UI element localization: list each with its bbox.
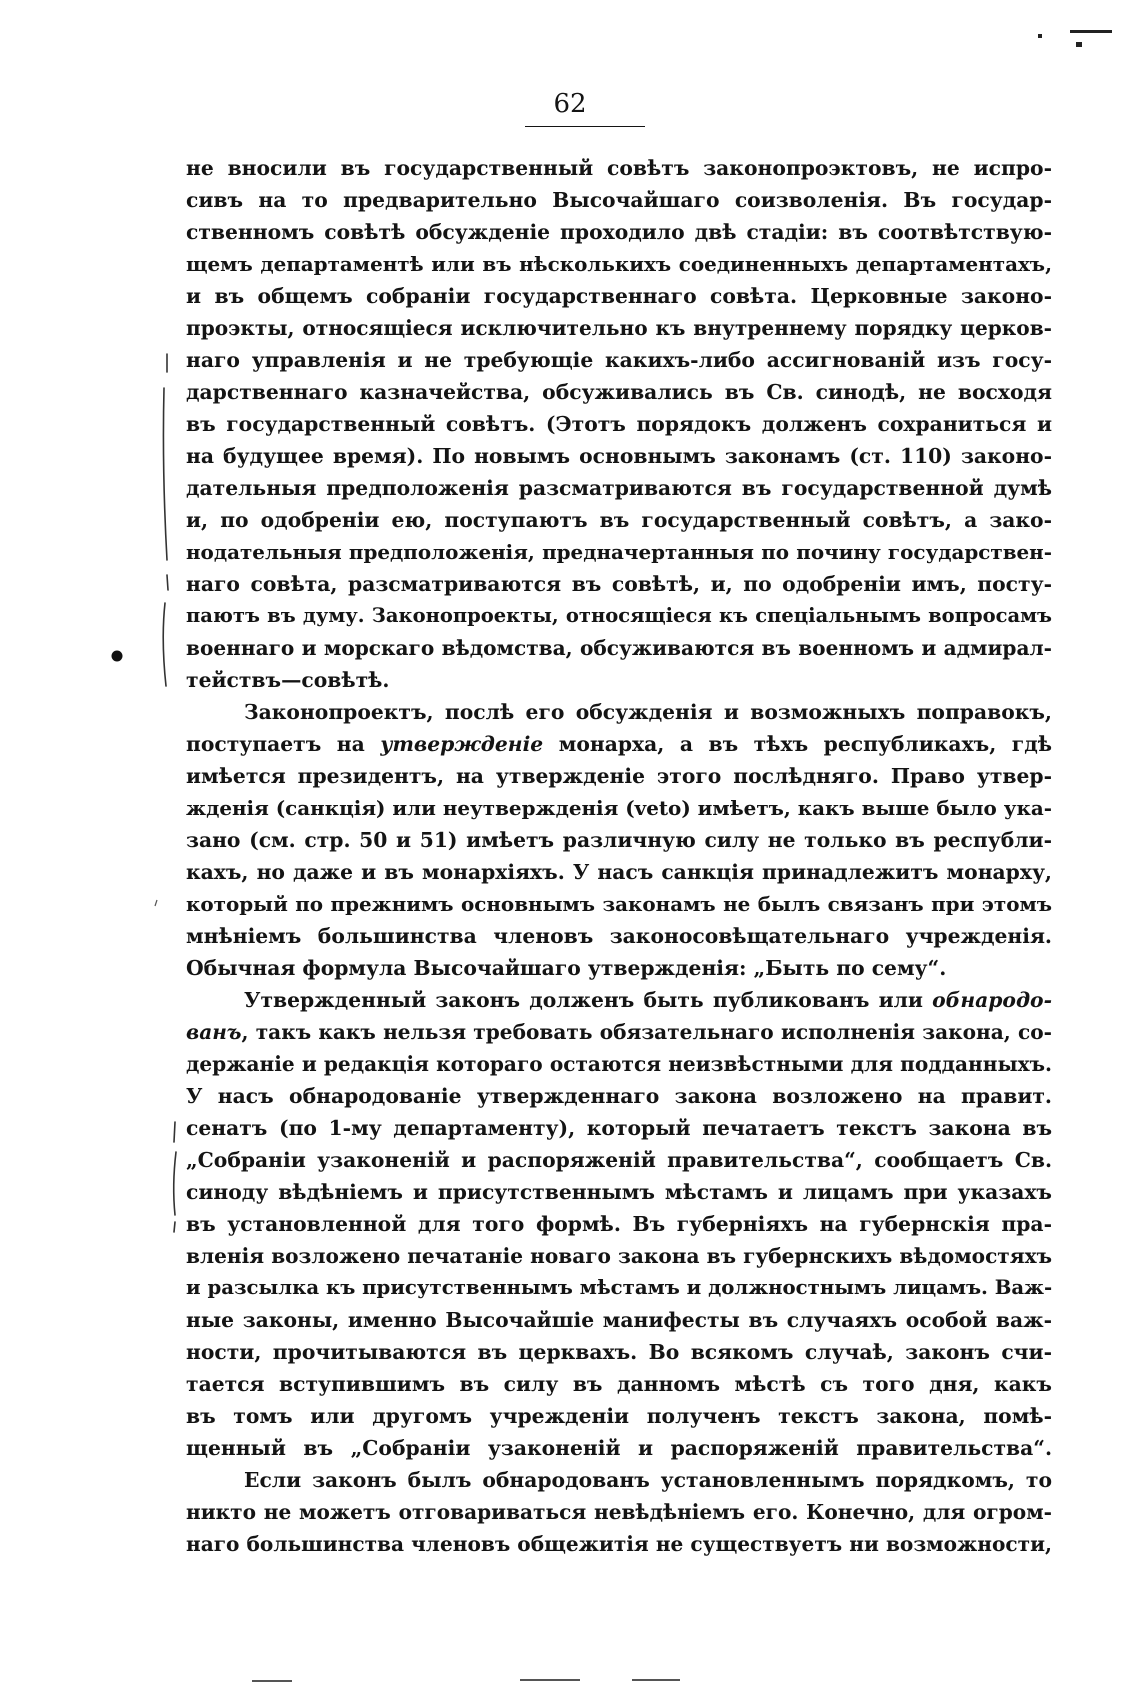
edge-mark (632, 1679, 680, 1681)
text-line: который по прежнимъ основнымъ законамъ не былъ связанъ при этомъ (186, 892, 1052, 916)
text-line: У насъ обнародованіе утвержденнаго закона возложено на правит. (186, 1084, 1052, 1108)
pencil-bracket-upper (163, 354, 168, 686)
text-line: наго совѣта, разсматриваются въ совѣтѣ, и, по одобреніи имъ, посту- (186, 572, 1052, 596)
text-line: мнѣніемъ большинства членовъ законосовѣщательнаго учрежденія. (186, 924, 1052, 948)
text-line: наго большинства членовъ общежитія не существуетъ ни возможности, (186, 1532, 1052, 1556)
text-line: ные законы, именно Высочайшіе манифесты въ случаяхъ особой важ- (186, 1308, 1052, 1332)
margin-tick (155, 900, 157, 906)
text-line: ванъ, такъ какъ нельзя требовать обязательнаго исполненія закона, со- (186, 1020, 1052, 1044)
text-line: дательныя предположенія разсматриваются въ государственной думѣ (186, 476, 1052, 500)
text-line: жденія (санкція) или неутвержденія (veto) имѣетъ, какъ выше было ука- (186, 796, 1052, 820)
text-line: дарственнаго казначейства, обсуживались въ Св. синодѣ, не восходя (186, 380, 1052, 404)
text-line: въ государственный совѣтъ. (Этотъ порядокъ долженъ сохраниться и (186, 412, 1052, 436)
page-number: 62 (553, 89, 587, 119)
text-line: щемъ департаментѣ или въ нѣсколькихъ соединенныхъ департаментахъ, (186, 252, 1052, 276)
text-line: ности, прочитываются въ церквахъ. Во всякомъ случаѣ, законъ счи- (186, 1340, 1052, 1364)
text-line: держаніе и редакція котораго остаются неизвѣстными для подданныхъ. (186, 1052, 1052, 1076)
text-line: и въ общемъ собраніи государственнаго совѣта. Церковные законо- (186, 284, 1052, 308)
emphasis: обнародо- (932, 988, 1052, 1012)
text-line: въ томъ или другомъ учрежденіи полученъ текстъ закона, помѣ- (186, 1404, 1052, 1428)
margin-dot (112, 651, 123, 662)
corner-marks-top-right (1038, 30, 1112, 47)
text-line: имѣется президентъ, на утвержденіе этого послѣдняго. Право утвер- (186, 764, 1052, 788)
text-line: тается вступившимъ въ силу въ данномъ мѣстѣ съ того дня, какъ (186, 1372, 1052, 1396)
text-line: ственномъ совѣтѣ обсужденіе проходило двѣ стадіи: въ соотвѣтствую- (186, 220, 1052, 244)
corner-mark (1076, 42, 1082, 47)
text-line: Законопроектъ, послѣ его обсужденія и возможныхъ поправокъ, (244, 700, 1052, 724)
bracket-stroke (174, 1222, 175, 1232)
text-line: Если законъ былъ обнародованъ установленнымъ порядкомъ, то (244, 1468, 1052, 1492)
text-line: никто не можетъ отговариваться невѣдѣніемъ его. Конечно, для огром- (186, 1500, 1052, 1524)
text-line: „Собраніи узаконеній и распоряженій правительства“, сообщаетъ Св. (186, 1148, 1052, 1172)
bracket-stroke (174, 1122, 175, 1142)
pencil-bracket-lower (174, 1122, 176, 1232)
text-line: щенный въ „Собраніи узаконеній и распоряженій правительства“. (186, 1436, 1052, 1460)
edge-mark (252, 1680, 292, 1682)
text-line: и разсылка къ присутственнымъ мѣстамъ и должностнымъ лицамъ. Важ- (186, 1276, 1053, 1299)
text-line: сенатъ (по 1-му департаменту), который печатаетъ текстъ закона въ (186, 1116, 1052, 1140)
text-line: зано (см. стр. 50 и 51) имѣетъ различную силу не только въ республи- (186, 828, 1052, 852)
bracket-stroke (174, 1152, 176, 1215)
text-line: не вносили въ государственный совѣтъ законопроэктовъ, не испро- (186, 156, 1052, 180)
text-line: тействъ—совѣтѣ. (186, 668, 390, 692)
text-line: поступаетъ на утвержденіе монарха, а въ тѣхъ республикахъ, гдѣ (186, 732, 1052, 756)
emphasis: ванъ (186, 1020, 242, 1044)
bracket-stroke (163, 603, 166, 686)
text-line: на будущее время). По новымъ основнымъ законамъ (ст. 110) законо- (186, 444, 1052, 468)
corner-mark (1070, 30, 1112, 33)
text-line: вленія возложено печатаніе новаго закона въ губернскихъ вѣдомостяхъ (186, 1244, 1052, 1268)
text-line: и, по одобреніи ею, поступаютъ въ государственный совѣтъ, а зако- (186, 508, 1052, 532)
text-line: наго управленія и не требующіе какихъ-либо ассигнованій изъ госу- (186, 348, 1052, 372)
bottom-edge-marks (252, 1679, 680, 1682)
text-line: въ установленной для того формѣ. Въ губерніяхъ на губернскія пра- (186, 1212, 1052, 1236)
text-line: синоду вѣдѣніемъ и присутственнымъ мѣстамъ и лицамъ при указахъ (186, 1180, 1052, 1204)
text-line: Обычная формула Высочайшаго утвержденія: „Быть по сему“. (186, 956, 947, 980)
bracket-stroke (167, 575, 168, 590)
text-line: военнаго и морскаго вѣдомства, обсуживаются въ военномъ и адмирал- (186, 636, 1052, 660)
text-line: сивъ на то предварительно Высочайшаго соизволенія. Въ государ- (186, 188, 1052, 212)
bracket-stroke (163, 388, 167, 560)
text-line: паютъ въ думу. Законопроекты, относящіеся къ спеціальнымъ вопросамъ (186, 604, 1052, 627)
edge-mark (520, 1679, 580, 1681)
text-line: кахъ, но даже и въ монархіяхъ. У насъ санкція принадлежитъ монарху, (186, 860, 1052, 884)
text-line: проэкты, относящіеся исключительно къ внутреннему порядку церков- (186, 316, 1052, 340)
emphasis: утвержденіе (380, 732, 544, 756)
corner-mark (1038, 34, 1042, 38)
text-line: нодательныя предположенія, предначертанныя по почину государствен- (186, 540, 1052, 564)
text-line: Утвержденный законъ долженъ быть публикованъ или обнародо- (244, 988, 1052, 1012)
